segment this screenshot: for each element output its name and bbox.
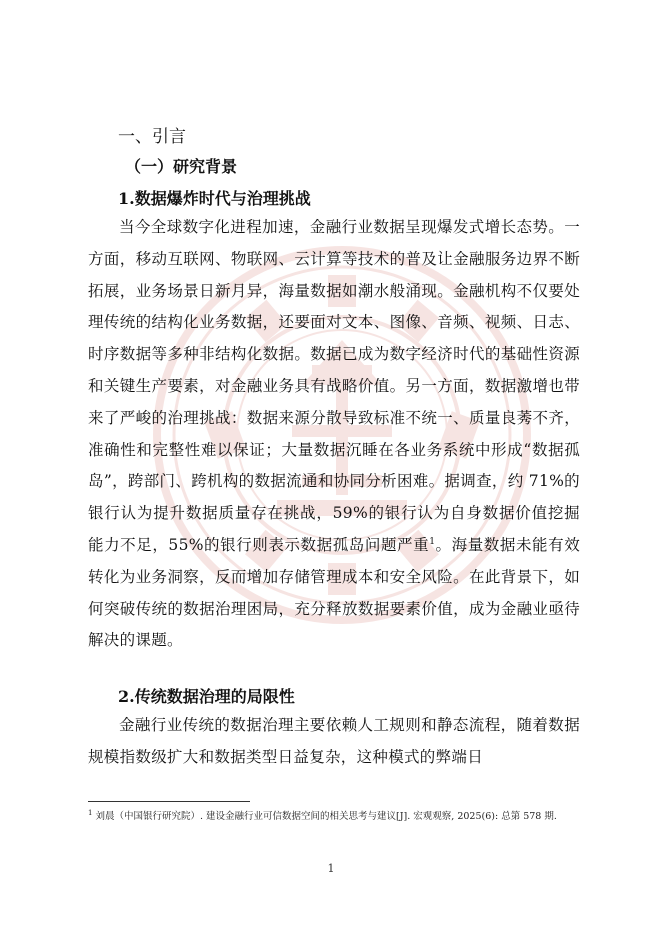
paragraph-text: 当今全球数字化进程加速，金融行业数据呈现爆发式增长态势。一方面，移动互联网、物联网、云计算等技术的普及让金融服务边界不断拓展，业务场景日新月异，海量数据如潮水般涌现。金融机构不仅要处理传统的结构化业务数据，还要面对文本、图像、音频、视频、日志、时序数据等多种非结构化数据。数据已成为数字经济时代的基础性资源和关键生产要素，对金融业务具有战略价值。另一方面，数据激增也带来了严峻的治理挑战：数据来源分散导致标准不统一、质量良莠不齐，准确性和完整性难以保证；大量数据沉睡在各业务系统中形成“数据孤岛”，跨部门、跨机构的数据流通和协同分析困难。据调查，约 71%的银行认为提升数据质量存在挑战，59%的银行认为自身数据价值挖掘能力不足，55%的银行则表示数据孤岛问题严重 <box>88 218 580 554</box>
footnote-reference[interactable]: 1 <box>429 536 436 547</box>
footnote-text: 刘晨（中国银行研究院）. 建设金融行业可信数据空间的相关思考与建议[J]. 宏观观察, 2025(6): 总第 578 期. <box>95 811 557 823</box>
paragraph-traditional-governance: 金融行业传统的数据治理主要依赖人工规则和静态流程，随着数据规模指数级扩大和数据类型日益复杂，这种模式的弊端日 <box>88 716 580 766</box>
paragraph-data-explosion <box>88 212 580 657</box>
paragraph-text-continued: 。海量数据未能有效转化为业务洞察，反而增加存储管理成本和安全风险。在此背景下，如何突破传统的数据治理困局，充分释放数据要素价值，成为金融业亟待解决的课题。 <box>88 535 580 650</box>
page-number: 1 <box>327 862 335 875</box>
footnote-divider <box>88 801 250 802</box>
heading-traditional-governance: 2.传统数据治理的局限性 <box>118 687 295 706</box>
heading-data-explosion: 1.数据爆炸时代与治理挑战 <box>118 189 311 208</box>
footnote-marker: 1 <box>88 809 93 817</box>
section-heading: 一、引言 <box>118 127 186 147</box>
footnote <box>88 806 608 824</box>
subsection-heading: （一）研究背景 <box>125 157 238 176</box>
